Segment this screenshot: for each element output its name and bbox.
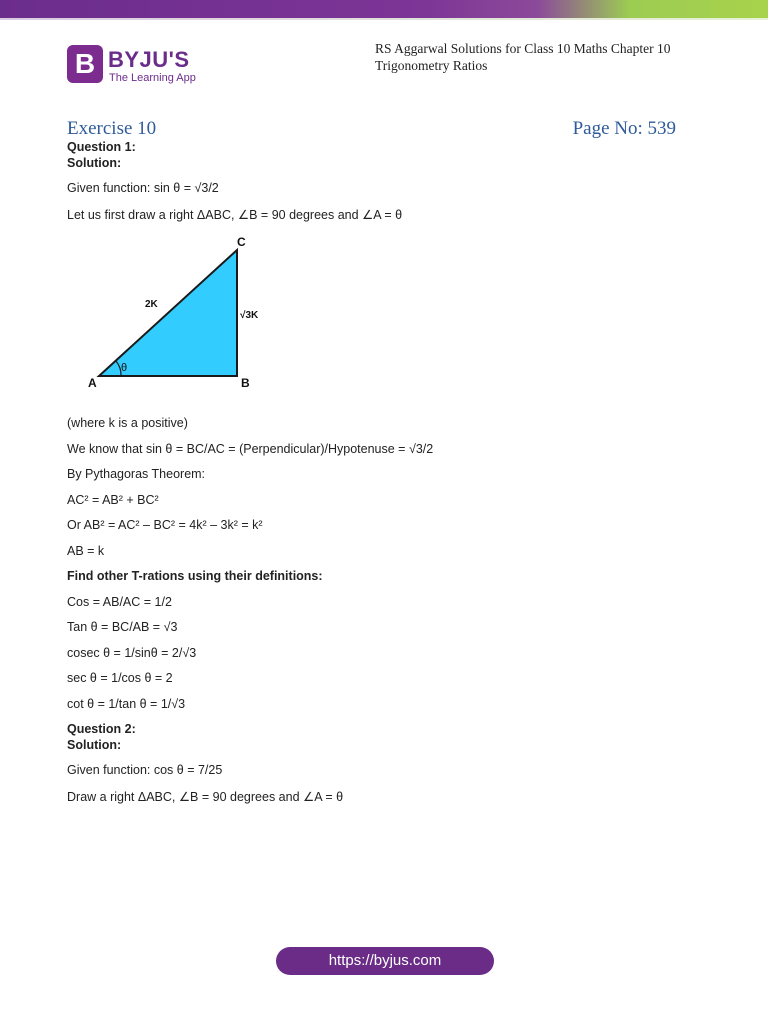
- byjus-logo: [67, 45, 207, 87]
- q2-given: Given function: cos θ = 7/25: [67, 763, 223, 777]
- q1-draw-instruction: Let us first draw a right ΔABC, ∠B = 90 degrees and ∠A = θ: [67, 208, 403, 222]
- vertex-label-b: B: [241, 376, 250, 390]
- q1-cot-result: cot θ = 1/tan θ = 1/√3: [67, 697, 186, 711]
- vertex-label-a: A: [88, 376, 97, 390]
- q1-where-note: (where k is a positive): [67, 416, 188, 430]
- vertex-label-c: C: [237, 235, 246, 249]
- q1-given: Given function: sin θ = √3/2: [67, 181, 219, 195]
- document-title-line2: Trigonometry Ratios: [375, 58, 488, 73]
- right-triangle-figure: [85, 232, 285, 392]
- logo-tagline: The Learning App: [109, 72, 196, 84]
- footer-url-link[interactable]: https://byjus.com: [328, 952, 442, 969]
- q1-cos-result: Cos = AB/AC = 1/2: [67, 595, 172, 609]
- q1-pythagoras-heading: By Pythagoras Theorem:: [67, 467, 206, 481]
- q1-equation-3: AB = k: [67, 544, 105, 558]
- page-number: Page No: 539: [572, 118, 676, 139]
- logo-letter: B: [74, 48, 96, 79]
- question-2-solution-label: Solution:: [67, 738, 122, 752]
- q2-draw-instruction: Draw a right ΔABC, ∠B = 90 degrees and ∠A = θ: [67, 790, 344, 804]
- document-title-line1: RS Aggarwal Solutions for Class 10 Maths Chapter 10: [375, 41, 671, 56]
- q1-sec-result: sec θ = 1/cos θ = 2: [67, 671, 173, 685]
- q1-sin-definition: We know that sin θ = BC/AC = (Perpendicular)/Hypotenuse = √3/2: [67, 442, 434, 456]
- question-1-label: Question 1:: [67, 140, 136, 154]
- q1-equation-1: AC² = AB² + BC²: [67, 493, 159, 507]
- q1-find-heading: Find other T-rations using their definitions:: [67, 569, 323, 583]
- q1-tan-result: Tan θ = BC/AB = √3: [67, 620, 178, 634]
- logo-wordmark: BYJU'S: [108, 47, 190, 72]
- question-2-label: Question 2:: [67, 722, 136, 736]
- triangle-shape: [99, 250, 237, 376]
- exercise-heading: Exercise 10: [67, 118, 157, 139]
- perpendicular-label: √3K: [240, 310, 259, 321]
- hypotenuse-label: 2K: [145, 299, 158, 310]
- angle-label: θ: [121, 362, 128, 374]
- document-title: [375, 40, 705, 74]
- q1-cosec-result: cosec θ = 1/sinθ = 2/√3: [67, 646, 197, 660]
- question-1-solution-label: Solution:: [67, 156, 122, 170]
- q1-equation-2: Or AB² = AC² – BC² = 4k² – 3k² = k²: [67, 518, 263, 532]
- top-band-shadow: [0, 18, 768, 20]
- top-color-band: [0, 0, 768, 18]
